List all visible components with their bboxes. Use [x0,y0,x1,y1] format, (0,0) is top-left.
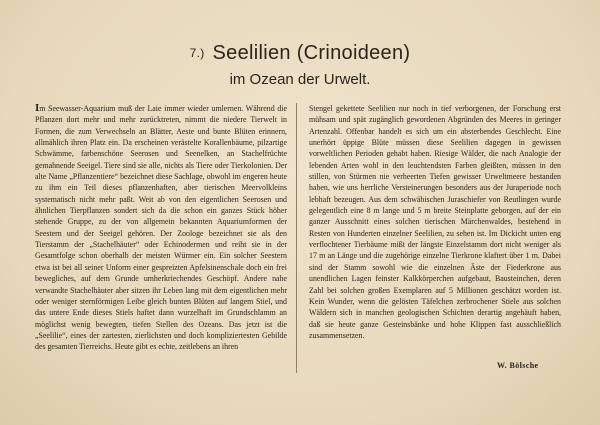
column-divider [296,103,297,373]
author-signature: W. Bölsche [497,361,539,370]
left-text-column [35,103,287,353]
left-paragraph-text: m Seewasser-Aquarium muß der Laie immer wieder umlernen. Während die Pflanzen dort mehr und mehr zurücktreten, nimmt die niedere Tierwelt in Formen, die zum Verwechseln an Blätter, Aeste und bunte Blüten erinnern, allmählich ihren Platz ein. Da erscheinen verästelte Korallenbäume, pilzartige Schwämme, farbenschöne Seerosen und Seenelken, an Stachelfrüchte gemahnende Seeigel. Tiere sind sie alle, nichts als Tiere oder Tierkolonien. Der alte Name „Pflanzentiere“ bezeichnet diese Sachlage, obwohl im engeren heute zu ihm ein Teil dieses pflanzenhaften, aber tierischen Meervolkleins systematisch nicht mehr paßt. Weit ab von den eigentlichen Seerosen und ähnlichen Tierpflanzen sondert sich da die schon ein ganzes Stück höher stehende Gruppe, zu der von allgemein bekannten Aquariumformen der Seestern und der Seeigel gehören. Der Zoologe bezeichnet sie als den Tierstamm der „Stachelhäuter“ oder Echinodermen und reiht sie in der Gesamtfolge schon oberhalb der meisten Würmer ein. Ein solcher Seestern etwa ist bei all seiner Unform einer gespreizten Apfelsinenschale doch ein frei bewegliches, auf dem Grunde umherkriechendes Geschöpf. Andere nahe verwandte Stachelhäuter aber sitzen ihr Leben lang mit dem eigentlichen mehr oder weniger sternförmigen Leibe gleich bunten Blüten auf langem Stiel, und das untere Ende dieses Stiels haftet dann wurzelhaft im Grundschlamm an möglichst wenig bewegten, tiefen Stellen des Ozeans. Das jetzt ist die „Seelilie“, eines der zartesten, zierlichsten und doch kompliziertesten Gebilde des gesamten Tierreichs. Heute gibt es echte, zeitlebens an ihren [35,104,287,352]
title-text: Seelilien (Crinoideen) [212,42,411,64]
right-text-column [309,103,561,341]
page-subtitle: im Ozean der Urwelt. [229,71,371,88]
page-title [0,42,600,65]
drop-cap: I [35,102,40,114]
right-paragraph-text: Stengel gekettete Seelilien nur noch in tief verborgenen, der Forschung erst mühsam und spät zugänglich gewordenen Abgründen des Meeres in geringer Artenzahl. Offenbar handelt es sich um ein absterbendes Geschlecht. Eine unerhört üppige Blüte müssen diese Seelilien dagegen in gewissen vorweltlichen Perioden gehabt haben. Riesige Wälder, die nach Analogie der lebenden Arten wohl in den leuchtendsten Farben gleißten, müssen in den stillen, von Stürmen nie verheerten Tiefen gewisser Urweltmeere bestanden haben, wie uns herrliche Versteinerungen besonders aus der Juraperiode noch lebhaft bezeugen. Aus dem schwäbischen Juraschiefer von Reutlingen wurde gelegentlich eine 8 m lange und 5 m breite Steinplatte geborgen, auf der ein ganzer Ausschnitt eines solchen tierischen Märchenwaldes, bestehend in Resten von Hunderten einzelner Seelilien, zu sehen ist. Im Dickicht unten eng verflochtener Tierbäume mißt der längste Einzelstamm dort nicht weniger als 17 m an Länge und die zugehörige einzelne Tierkrone klaftert über 1 m. Dabei sind der Stamm sowohl wie die einzelnen Äste der Fiederkrone aus unendlichen Lagen feinster Kalkkörperchen aufgebaut, Bausteinchen, deren Zahl bei solchen großen Exemplaren auf 5 Millionen geschätzt worden ist. Kein Wunder, wenn die gelösten Täfelchen zerbrochener Stiele aus solchen Wäldern sich in manchen geologischen Schichten derartig angehäuft haben, daß sie heute ganze Gesteinsbänke und hohe Klippen fast ausschließlich zusammensetzen. [309,104,561,340]
section-number: 7.) [189,46,205,60]
left-paragraph [35,103,287,353]
